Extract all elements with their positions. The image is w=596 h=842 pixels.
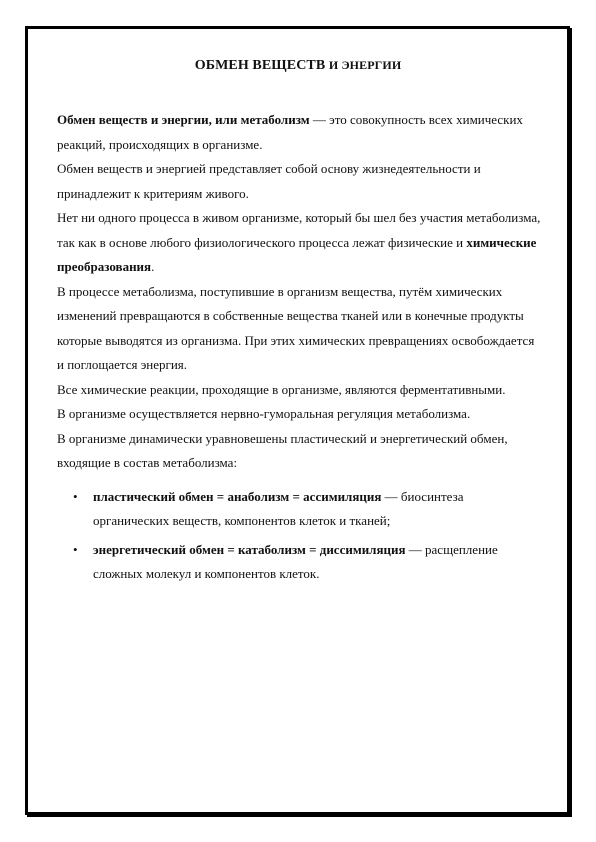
term-catabolism: энергетический обмен = катаболизм = диссимиляция [93, 541, 406, 557]
paragraph-processes: Нет ни одного процесса в живом организме, который бы шел без участия метаболизма, так как в основе любого физиологического процесса лежат физические и химические преобразования. [57, 210, 541, 274]
paragraph-basis: Обмен веществ и энергией представляет собой основу жизнедеятельности и принадлежит к критериям живого. [57, 161, 481, 201]
title-rest: И ЭНЕРГИИ [328, 58, 402, 72]
bullet-icon: • [73, 488, 78, 504]
paragraph-definition: Обмен веществ и энергии, или метаболизм — это совокупность всех химических реакций, происходящих в организме. [57, 112, 523, 152]
bullet-icon: • [73, 541, 78, 557]
paragraph-balance: В организме динамически уравновешены пластический и энергетический обмен, входящие в состав метаболизма: [57, 430, 508, 470]
page-title [30, 58, 566, 74]
title-main: ОБМЕН ВЕЩЕСТВ [194, 58, 326, 73]
paragraph-regulation: В организме осуществляется нервно-гуморальная регуляция метаболизма. [57, 406, 471, 421]
list-item: • пластический обмен = анаболизм = ассимиляция — биосинтеза органических веществ, компонентов клеток и тканей; [57, 485, 542, 534]
document-body [57, 108, 542, 591]
paragraph-enzymatic: Все химические реакции, проходящие в организме, являются ферментативными. [57, 381, 506, 397]
list-item: • энергетический обмен = катаболизм = диссимиляция — расщепление сложных молекул и компонентов клеток. [57, 538, 542, 587]
term-chemical-transformations: химические преобразования [57, 234, 537, 274]
metabolism-types-list [57, 485, 542, 587]
term-anabolism: пластический обмен = анаболизм = ассимиляция [93, 488, 382, 504]
paragraph-process-of-metabolism: В процессе метаболизма, поступившие в организм вещества, путём химических изменений превращаются в собственные вещества тканей или в конечные продукты которые выводятся из организма. При этих химических превращениях освобождается и поглощается энергия. [57, 283, 535, 372]
term-metabolism: Обмен веществ и энергии, или метаболизм [57, 112, 310, 127]
